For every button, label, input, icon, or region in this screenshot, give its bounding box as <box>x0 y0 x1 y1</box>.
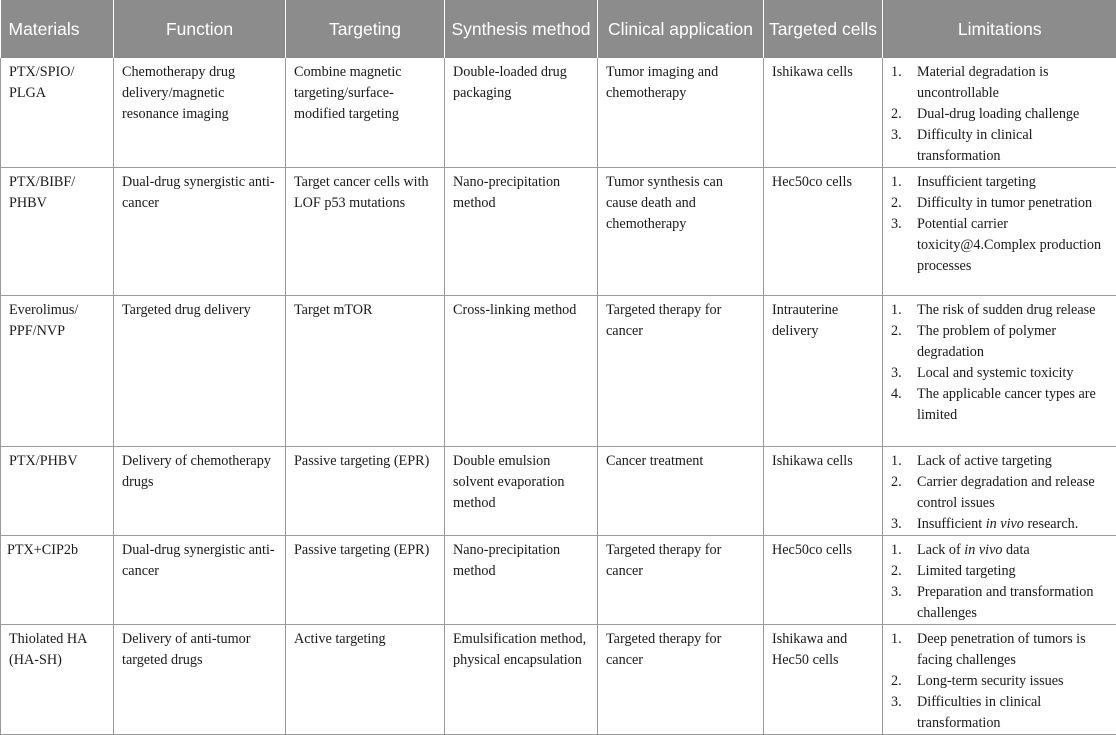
list-number: 1. <box>891 300 917 321</box>
list-text: Deep penetration of tumors is facing challenges <box>917 629 1110 671</box>
cell-clinical-application: Cancer treatment <box>598 447 764 536</box>
cell-targeting: Passive targeting (EPR) <box>286 536 445 625</box>
cell-targeting: Active targeting <box>286 625 445 735</box>
list-text: The risk of sudden drug release <box>917 300 1110 321</box>
list-text: The problem of polymer degradation <box>917 321 1110 363</box>
list-text: Difficulties in clinical transformation <box>917 692 1110 734</box>
cell-synthesis-method: Double-loaded drug packaging <box>445 58 598 168</box>
limitations-list <box>891 540 1110 624</box>
list-number: 2. <box>891 472 917 514</box>
cell-clinical-application: Tumor imaging and chemotherapy <box>598 58 764 168</box>
list-number: 3. <box>891 363 917 384</box>
column-header-clinical-application: Clinical application <box>598 0 764 58</box>
list-text: Limited targeting <box>917 561 1110 582</box>
list-text: Insufficient in vivo research. <box>917 514 1110 535</box>
limitations-list <box>891 629 1110 734</box>
list-text: Material degradation is uncontrollable <box>917 62 1110 104</box>
list-text: Local and systemic toxicity <box>917 363 1110 384</box>
list-item <box>891 193 1110 214</box>
cell-targeting: Passive targeting (EPR) <box>286 447 445 536</box>
table-header-row <box>1 0 1116 58</box>
list-item <box>891 514 1110 535</box>
list-item <box>891 104 1110 125</box>
cell-materials: PTX+CIP2b <box>1 536 114 625</box>
list-number: 3. <box>891 125 917 167</box>
list-text: Lack of in vivo data <box>917 540 1110 561</box>
limitations-list <box>891 451 1110 535</box>
list-number: 3. <box>891 214 917 277</box>
limitations-list <box>891 300 1110 426</box>
list-text: Difficulty in clinical transformation <box>917 125 1110 167</box>
cell-synthesis-method: Double emulsion solvent evaporation method <box>445 447 598 536</box>
list-number: 1. <box>891 62 917 104</box>
cell-materials: PTX/SPIO/ PLGA <box>1 58 114 168</box>
limitations-list <box>891 172 1110 277</box>
cell-materials: Everolimus/ PPF/NVP <box>1 296 114 447</box>
cell-synthesis-method: Nano-precipitation method <box>445 536 598 625</box>
list-item <box>891 300 1110 321</box>
list-item <box>891 629 1110 671</box>
list-text: Potential carrier toxicity@4.Complex production processes <box>917 214 1110 277</box>
list-number: 2. <box>891 193 917 214</box>
cell-function: Delivery of anti-tumor targeted drugs <box>114 625 286 735</box>
column-header-targeting: Targeting <box>286 0 445 58</box>
cell-limitations <box>883 625 1116 735</box>
list-text: Insufficient targeting <box>917 172 1110 193</box>
list-number: 3. <box>891 582 917 624</box>
list-number: 2. <box>891 321 917 363</box>
list-number: 3. <box>891 692 917 734</box>
cell-function: Dual-drug synergistic anti-cancer <box>114 536 286 625</box>
list-item <box>891 125 1110 167</box>
list-number: 4. <box>891 384 917 426</box>
list-text: Long-term security issues <box>917 671 1110 692</box>
cell-synthesis-method: Cross-linking method <box>445 296 598 447</box>
cell-targeting: Combine magnetic targeting/surface-modified targeting <box>286 58 445 168</box>
cell-function: Chemotherapy drug delivery/magnetic resonance imaging <box>114 58 286 168</box>
list-item <box>891 582 1110 624</box>
list-number: 1. <box>891 629 917 671</box>
cell-materials: PTX/BIBF/ PHBV <box>1 168 114 296</box>
list-item <box>891 214 1110 277</box>
cell-limitations <box>883 447 1116 536</box>
table-row <box>1 625 1116 735</box>
table-row <box>1 58 1116 168</box>
list-number: 2. <box>891 104 917 125</box>
list-item <box>891 384 1110 426</box>
cell-targeting: Target mTOR <box>286 296 445 447</box>
list-text: Preparation and transformation challenges <box>917 582 1110 624</box>
list-item <box>891 451 1110 472</box>
cell-targeted-cells: Ishikawa cells <box>764 58 883 168</box>
cell-limitations <box>883 536 1116 625</box>
list-number: 1. <box>891 451 917 472</box>
column-header-targeted-cells: Targeted cells <box>764 0 883 58</box>
column-header-synthesis-method: Synthesis method <box>445 0 598 58</box>
table-row <box>1 536 1116 625</box>
cell-materials: PTX/PHBV <box>1 447 114 536</box>
list-number: 1. <box>891 540 917 561</box>
cell-function: Delivery of chemotherapy drugs <box>114 447 286 536</box>
list-number: 1. <box>891 172 917 193</box>
list-number: 3. <box>891 514 917 535</box>
table-row <box>1 168 1116 296</box>
cell-synthesis-method: Nano-precipitation method <box>445 168 598 296</box>
cell-targeted-cells: Ishikawa and Hec50 cells <box>764 625 883 735</box>
cell-function: Dual-drug synergistic anti-cancer <box>114 168 286 296</box>
column-header-limitations: Limitations <box>883 0 1116 58</box>
column-header-materials: Materials <box>1 0 114 58</box>
cell-limitations <box>883 296 1116 447</box>
limitations-list <box>891 62 1110 167</box>
list-item <box>891 671 1110 692</box>
list-item <box>891 561 1110 582</box>
cell-targeted-cells: Hec50co cells <box>764 168 883 296</box>
cell-materials: Thiolated HA (HA-SH) <box>1 625 114 735</box>
list-number: 2. <box>891 671 917 692</box>
cell-clinical-application: Targeted therapy for cancer <box>598 536 764 625</box>
cell-targeting: Target cancer cells with LOF p53 mutations <box>286 168 445 296</box>
list-item <box>891 363 1110 384</box>
cell-targeted-cells: Ishikawa cells <box>764 447 883 536</box>
list-item <box>891 172 1110 193</box>
column-header-function: Function <box>114 0 286 58</box>
cell-clinical-application: Targeted therapy for cancer <box>598 296 764 447</box>
list-item <box>891 62 1110 104</box>
cell-clinical-application: Tumor synthesis can cause death and chemotherapy <box>598 168 764 296</box>
cell-function: Targeted drug delivery <box>114 296 286 447</box>
cell-synthesis-method: Emulsification method, physical encapsulation <box>445 625 598 735</box>
cell-targeted-cells: Intrauterine delivery <box>764 296 883 447</box>
list-item <box>891 540 1110 561</box>
list-item <box>891 321 1110 363</box>
list-number: 2. <box>891 561 917 582</box>
cell-targeted-cells: Hec50co cells <box>764 536 883 625</box>
cell-limitations <box>883 58 1116 168</box>
list-text: Carrier degradation and release control issues <box>917 472 1110 514</box>
list-item <box>891 472 1110 514</box>
cell-clinical-application: Targeted therapy for cancer <box>598 625 764 735</box>
list-text: Lack of active targeting <box>917 451 1110 472</box>
cell-limitations <box>883 168 1116 296</box>
table-row <box>1 447 1116 536</box>
table-row <box>1 296 1116 447</box>
list-text: Difficulty in tumor penetration <box>917 193 1110 214</box>
list-text: Dual-drug loading challenge <box>917 104 1110 125</box>
list-text: The applicable cancer types are limited <box>917 384 1110 426</box>
